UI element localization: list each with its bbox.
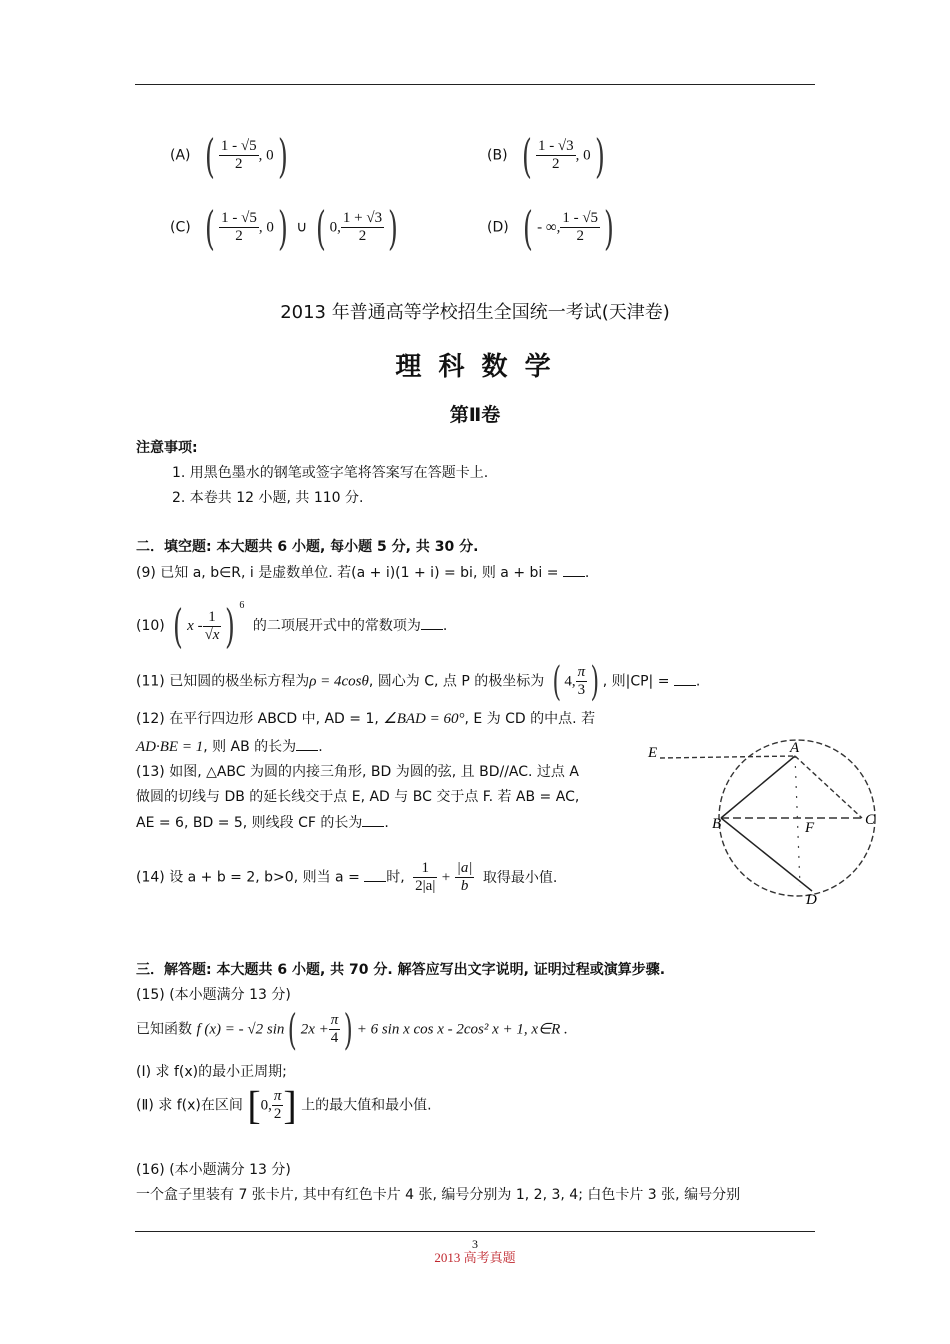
answer-blank — [674, 671, 696, 686]
answer-blank — [563, 562, 585, 577]
figure-label-b: B — [712, 816, 722, 832]
option-a: (A) ( $\frac{1 - √5}{2}$ , 0) — [170, 128, 288, 183]
question-9: (9) 已知 a, b∈R, i 是虚数单位. 若(a + i)(1 + i) = bi, 则 a + bi = . — [136, 562, 589, 583]
footer-brand: 2013 高考真题 — [434, 1250, 516, 1265]
question-12-line1: (12) 在平行四边形 ABCD 中, AD = 1, ∠BAD = 60°, E 为 CD 的中点. 若 — [136, 711, 596, 727]
question-14: (14) 设 a + b = 2, b>0, 则当 a = 时, $\frac{1}{2|a|}$ + $\frac{|a|}{b}$ 取得最小值. — [136, 860, 558, 894]
question-11: (11) 已知圆的极坐标方程为ρ = 4cosθ, 圆心为 C, 点 P 的极坐标为 ( 4, $\frac{\pi}{3}$ ) , 则|CP| = . — [136, 658, 701, 705]
question-15-part1: (Ⅰ) 求 f(x)的最小正周期; — [136, 1064, 287, 1080]
figure-label-d: D — [806, 892, 817, 906]
question-15-label: (15) (本小题满分 13 分) — [136, 987, 291, 1003]
figure-label-f: F — [805, 820, 815, 836]
header-rule — [135, 84, 815, 85]
exam-title: 2013 年普通高等学校招生全国统一考试(天津卷) — [280, 302, 670, 323]
answer-blank — [362, 812, 384, 827]
answer-blank — [364, 867, 386, 882]
option-b: (B) ( $\frac{1 - √3}{2}$ , 0) — [487, 128, 605, 183]
question-15-function: 已知函数 f (x) = - √2 sin( 2x + $\frac{\pi}{4}$ ) + 6 sin x cos x - 2cos² x + 1, x∈R . — [136, 1004, 568, 1054]
footer-rule — [135, 1231, 815, 1232]
question-16-label: (16) (本小题满分 13 分) — [136, 1162, 291, 1178]
question-15-part2: (Ⅱ) 求 f(x)在区间 [0, $\frac{\pi}{2}$ ] 上的最大值和最小值. — [136, 1082, 432, 1128]
answer-blank — [421, 615, 443, 630]
question-13-line1: (13) 如图, △ABC 为圆的内接三角形, BD 为圆的弦, 且 BD//AC. 过点 A — [136, 764, 579, 780]
figure-label-a: A — [790, 740, 800, 756]
section3-heading: 三．解答题: 本大题共 6 小题, 共 70 分. 解答应写出文字说明, 证明过程或演算步骤. — [136, 962, 666, 978]
page-number: 3 — [472, 1237, 478, 1251]
option-d: (D) ( - ∞, $\frac{1 - √5}{2}$ ) — [487, 200, 614, 255]
geometry-figure — [640, 736, 880, 906]
volume-title: 第Ⅱ卷 — [449, 404, 501, 426]
figure-label-c: C — [865, 812, 876, 828]
answer-blank — [296, 736, 318, 751]
question-16-text: 一个盒子里装有 7 张卡片, 其中有红色卡片 4 张, 编号分别为 1, 2, 3, 4; 白色卡片 3 张, 编号分别 — [136, 1187, 741, 1203]
question-10: (10) ( x - $\frac{1}{√x}$ ) $^6$ 的二项展开式中的常数项为 . — [136, 599, 448, 653]
notes-heading: 注意事项: — [136, 440, 198, 456]
figure-label-e: E — [648, 745, 658, 761]
section2-heading: 二．填空题: 本大题共 6 小题, 每小题 5 分, 共 30 分. — [136, 539, 479, 555]
option-c: (C) ( $\frac{1 - √5}{2}$ , 0) ∪ ( 0, $\frac{1 + √3}{2}$ ) — [170, 200, 399, 255]
note-item-1: 1. 用黑色墨水的钢笔或签字笔将答案写在答题卡上. — [172, 465, 489, 481]
subject-title: 理 科 数 学 — [395, 352, 555, 382]
question-13-line2: 做圆的切线与 DB 的延长线交于点 E, AD 与 BC 交于点 F. 若 AB = AC, — [136, 789, 580, 805]
question-12-line2: AD·BE = 1, 则 AB 的长为 . — [136, 736, 323, 757]
note-item-2: 2. 本卷共 12 小题, 共 110 分. — [172, 490, 364, 506]
question-13-line3: AE = 6, BD = 5, 则线段 CF 的长为 . — [136, 812, 389, 833]
